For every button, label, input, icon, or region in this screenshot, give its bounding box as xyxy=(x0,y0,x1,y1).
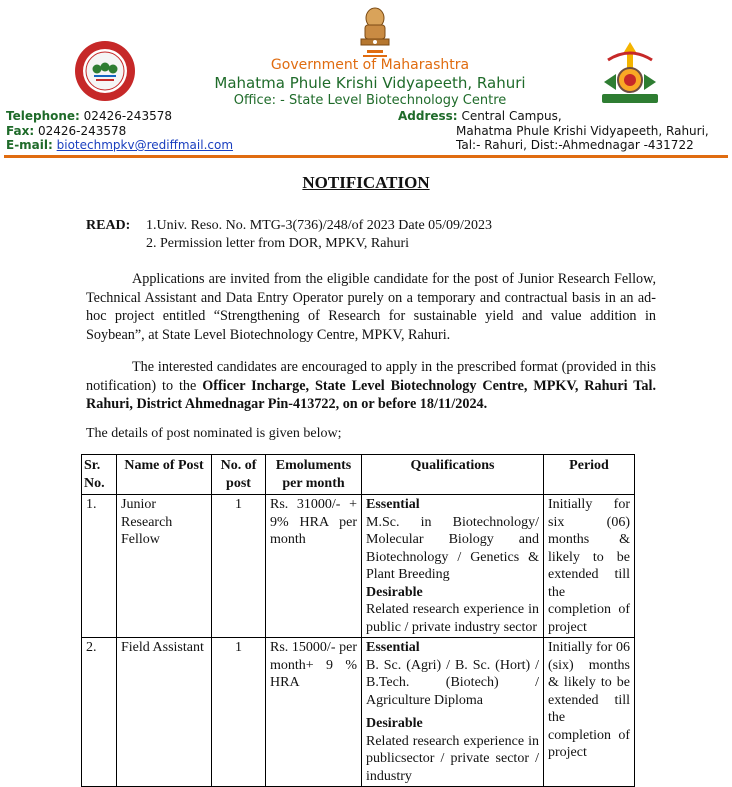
cell-period: Initially for 06 (six) months & likely to be extended till the completion of project xyxy=(544,638,635,787)
notification-title: NOTIFICATION xyxy=(302,173,430,192)
address-label: Address: xyxy=(398,109,458,123)
cell-post: Junior Research Fellow xyxy=(117,495,212,638)
office-name: Office: - State Level Biotechnology Centre xyxy=(233,93,507,108)
fax-label: Fax: xyxy=(6,123,35,138)
address-line-3: Tal:- Rahuri, Dist:-Ahmednagar -431722 xyxy=(456,138,694,152)
essential-text: M.Sc. in Biotechnology/ Molecular Biology and Biotechnology / Genetics & Plant Breeding xyxy=(366,514,539,582)
email-row xyxy=(6,138,233,153)
cell-count: 1 xyxy=(212,638,266,787)
address-row xyxy=(398,109,709,124)
header-qualifications: Qualifications xyxy=(362,455,544,495)
desirable-text: Related research experience in public / private industry sector xyxy=(366,602,539,635)
address-line-1: Central Campus, xyxy=(461,109,562,123)
header-period: Period xyxy=(544,455,635,495)
desirable-label: Desirable xyxy=(366,716,423,731)
desirable-text: Related research experience in publicsector / private sector / industry xyxy=(366,733,539,784)
header-divider xyxy=(4,155,728,158)
essential-label: Essential xyxy=(366,640,420,655)
read-reference-2: 2. Permission letter from DOR, MPKV, Rahuri xyxy=(146,236,410,251)
biotech-centre-logo xyxy=(598,40,662,106)
address-line-2: Mahatma Phule Krishi Vidyapeeth, Rahuri, xyxy=(456,123,709,138)
fax-value: 02426-243578 xyxy=(37,123,127,138)
details-intro: The details of post nominated is given below; xyxy=(86,426,342,441)
cell-sr: 2. xyxy=(82,638,117,787)
email-link[interactable]: biotechmpkv@rediffmail.com xyxy=(56,138,234,152)
intro-paragraph: Applications are invited from the eligible candidate for the post of Junior Research Fellow, Technical Assistant and Data Entry Operator purely on a temporary and contractual basis in an ad-hoc project entitled “Strengthening of Research for sustainable yield and value addition in Soybean”, at State Level Biotechnology Centre, MPKV, Rahuri. xyxy=(86,271,656,343)
header-sr-no: Sr. No. xyxy=(82,455,117,495)
cell-qualifications xyxy=(362,495,544,638)
essential-text: B. Sc. (Agri) / B. Sc. (Hort) / B.Tech. (Biotech) / Agriculture Diploma xyxy=(366,657,539,708)
cell-emoluments: Rs. 31000/- + 9% HRA per month xyxy=(266,495,362,638)
table-row xyxy=(82,495,635,638)
telephone-value: 02426-243578 xyxy=(83,109,172,123)
address-block xyxy=(398,109,709,153)
cell-qualifications xyxy=(362,638,544,787)
desirable-label: Desirable xyxy=(366,584,423,600)
essential-label: Essential xyxy=(366,497,420,512)
apply-address-deadline: Officer Incharge, State Level Biotechnology Centre, MPKV, Rahuri Tal. Rahuri, District Ahmednagar Pin-413722, on or before 18/11/2024. xyxy=(86,377,657,413)
fax-row xyxy=(6,124,233,139)
table-row xyxy=(82,638,635,787)
telephone-row xyxy=(6,109,233,124)
posts-table xyxy=(81,454,635,787)
cell-count: 1 xyxy=(212,495,266,638)
header-emoluments: Emoluments per month xyxy=(266,455,362,495)
cell-period: Initially for six (06) months & likely to be extended till the completion of project xyxy=(544,495,635,638)
university-seal-logo xyxy=(74,40,136,102)
apply-paragraph xyxy=(86,358,656,414)
contact-block xyxy=(6,109,233,153)
header-no-of-post: No. of post xyxy=(212,455,266,495)
table-header-row xyxy=(82,455,635,495)
read-reference-1: 1.Univ. Reso. No. MTG-3(736)/248/of 2023 Date 05/09/2023 xyxy=(146,218,492,233)
cell-emoluments: Rs. 15000/- per month+ 9 % HRA xyxy=(266,638,362,787)
read-references xyxy=(86,217,492,253)
university-name: Mahatma Phule Krishi Vidyapeeth, Rahuri xyxy=(214,74,526,92)
cell-post: Field Assistant xyxy=(117,638,212,787)
header-name-of-post: Name of Post xyxy=(117,455,212,495)
apply-text: The interested candidates are encouraged to apply in the prescribed format (provided in this notification) to the xyxy=(86,359,656,394)
cell-sr: 1. xyxy=(82,495,117,638)
national-emblem-icon xyxy=(351,6,399,62)
read-label: READ: xyxy=(86,218,131,233)
email-label: E-mail: xyxy=(6,138,53,152)
telephone-label: Telephone: xyxy=(6,109,80,123)
government-name: Government of Maharashtra xyxy=(270,57,470,73)
